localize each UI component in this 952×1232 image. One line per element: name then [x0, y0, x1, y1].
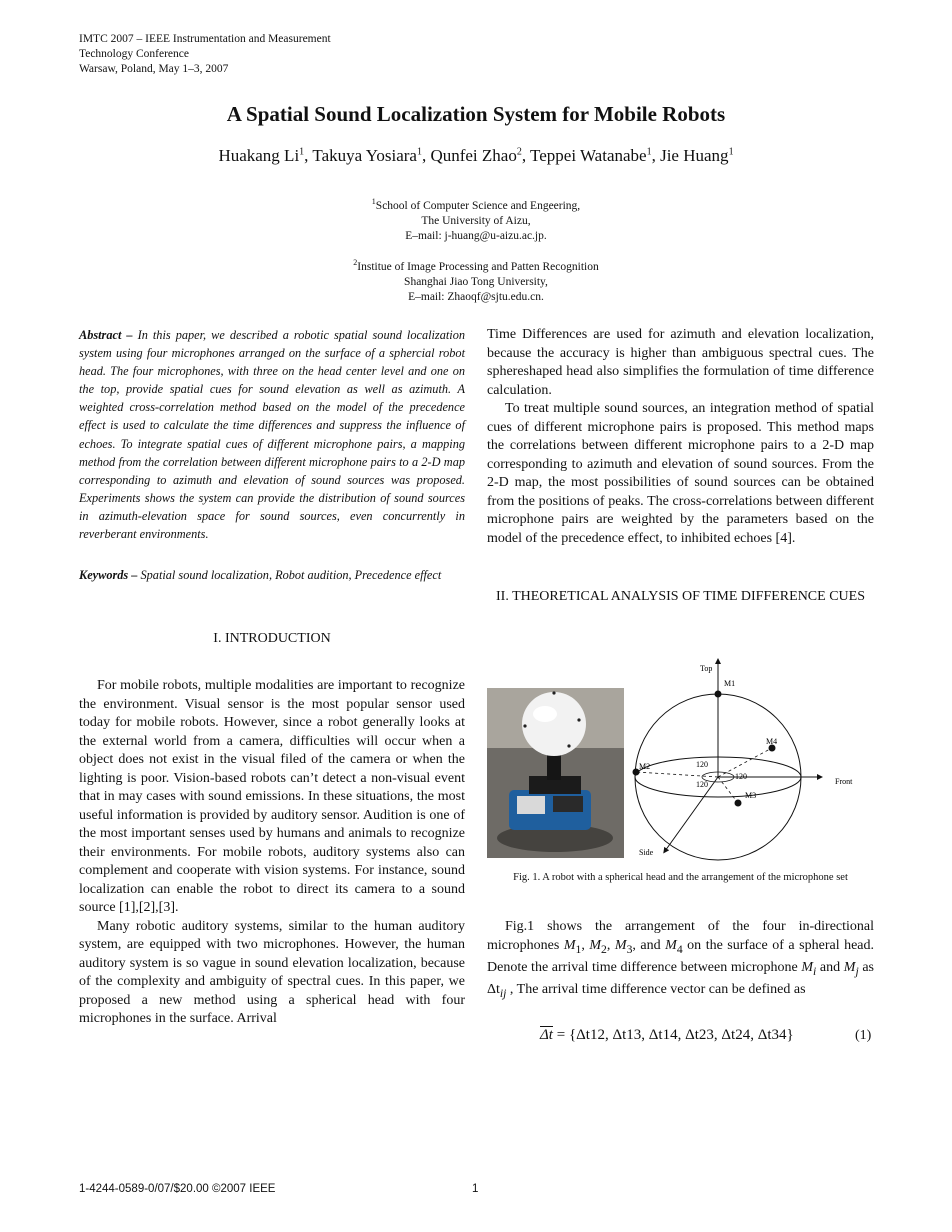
paragraph: Time Differences are used for azimuth and elevation localization, because the accuracy is higher than ambiguous spectral cues. The sphereshaped head also simplifies the formulation of time difference calculation.	[487, 327, 874, 398]
label-m1: M1	[724, 679, 736, 688]
paragraph: Fig.1 shows the arrangement of the four in-directional microphones $M_1$, $M_2$, $M_3$, and $M_4$ on the surface of a spheral head. Denote the arrival time difference between microphone $M_i$ and $M_j$ as $\Delta t_{ij}$ , The arrival time difference vector can be defined as	[487, 919, 875, 1000]
author-affiliation-mark: 1	[646, 146, 652, 158]
conference-line-3: Warsaw, Poland, May 1–3, 2007	[79, 63, 229, 75]
author-name: Teppei Watanabe	[530, 146, 647, 165]
microphone-m3-dot	[735, 800, 742, 807]
affiliation-number: 2	[353, 258, 358, 267]
author-affiliation-mark: 1	[728, 146, 734, 158]
page-number: 1	[472, 1183, 479, 1195]
symbol-mi: M	[801, 959, 814, 975]
abstract-text: In this paper, we described a robotic spatial sound localization system using four microphones arranged on the surface of a sphercial robot head. The four microphones, with three on the head center level and one on the top, provide spatial cues for sound elevation as well as azimuth. A weighted cross-correlation method based on the model of the precedence effect is used to calculate the time differences and suppress the influence of echoes. To integrate spatial cues of different microphone pairs, a mapping method from the correlation between different microphone pairs to a 2-D map corresponding to azimuth and elevation of sound sources was proposed. Experiments shows the system can provide the distribution of sound sources in azimuth-elevation space for sound sources, even concurrently in reverberant environments.	[79, 328, 466, 542]
right-column-body	[487, 326, 874, 548]
equation-lhs: $\overline{\Delta t}$	[540, 1027, 553, 1043]
equation-1	[540, 1027, 794, 1044]
author-name: Huakang Li	[218, 146, 300, 165]
author-name: Qunfei Zhao	[430, 146, 517, 165]
equation-rhs: = {Δt12, Δt13, Δt14, Δt23, Δt24, Δt34}	[556, 1027, 794, 1043]
section-heading-introduction: I. INTRODUCTION	[213, 631, 331, 646]
text-run: and	[816, 959, 844, 975]
affiliation-line: Institue of Image Processing and Patten Recognition	[357, 260, 599, 273]
copyright-footer: 1-4244-0589-0/07/$20.00 ©2007 IEEE	[79, 1183, 276, 1195]
m2-dashed	[636, 772, 718, 777]
keywords-text: Spatial sound localization, Robot audition, Precedence effect	[140, 568, 442, 582]
author-affiliation-mark: 2	[516, 146, 522, 158]
affiliation-line: School of Computer Science and Engeering,	[375, 199, 581, 212]
affiliation-1	[0, 194, 952, 244]
robot-photo	[487, 688, 624, 858]
label-m2: M2	[639, 762, 651, 771]
text-run: as	[858, 959, 874, 975]
label-angle: 120	[735, 772, 747, 781]
label-angle: 120	[696, 780, 708, 789]
introduction-body	[79, 677, 465, 1029]
affiliation-email: E–mail: Zhaoqf@sjtu.edu.cn.	[408, 290, 544, 303]
side-axis	[665, 777, 718, 851]
author-list: Huakang Li$^1$, Takuya Yosiara$^1$, Qunfei Zhao$^2$, Teppei Watanabe$^1$, Jie Huang$^1$	[218, 146, 734, 165]
text-run: , The arrival time difference vector can be defined as	[506, 982, 806, 998]
affiliation-2	[0, 255, 952, 305]
affiliation-email: E–mail: j-huang@u-aizu.ac.jp.	[405, 229, 547, 242]
paragraph: For mobile robots, multiple modalities are important to recognize the environment. Visual sensor is the most popular sensor used today for mobile robots. However, since a robot generally looks at the external world from a camera, difficulties will occur when a object does not exist in the visual filed of the camera or when the lighting is poor. Vision-based robots can’t detect a non-visual event that in may cases with sound emissions. In these situations, the most useful information is provided by auditory sensor. Audition is one of the most important senses used by humans and animals to recognize their environments. For mobile robots, auditory systems also can complement and cooperate with vision systems. For instance, sound localization can enable the robot to direct its camera to a sound source [1],[2],[3].	[79, 678, 465, 915]
paper-title: A Spatial Sound Localization System for Mobile Robots	[226, 102, 726, 126]
symbol-dt: Δt	[487, 982, 500, 998]
affiliation-line: The University of Aizu,	[421, 214, 531, 227]
keywords-label: Keywords –	[79, 568, 138, 582]
label-side: Side	[639, 848, 654, 857]
label-front: Front	[835, 777, 853, 786]
abstract	[79, 326, 465, 543]
label-top: Top	[700, 664, 713, 673]
microphone-sphere-diagram	[630, 656, 862, 864]
label-angle: 120	[696, 760, 708, 769]
conference-info	[79, 32, 331, 77]
affiliation-number: 1	[371, 197, 376, 206]
equation-number: (1)	[855, 1028, 872, 1043]
conference-line-1: IMTC 2007 – IEEE Instrumentation and Measurement	[79, 33, 331, 45]
figure-description-paragraph	[487, 918, 874, 1003]
keywords	[79, 566, 465, 584]
label-m4: M4	[766, 737, 778, 746]
symbol-m: M	[563, 937, 576, 953]
section-heading-theoretical-analysis: II. THEORETICAL ANALYSIS OF TIME DIFFERENCE CUES	[496, 589, 865, 604]
symbol-mj: M	[843, 959, 856, 975]
text-run: Fig.1 shows the arrangement of the four in-directional microphones	[487, 919, 874, 953]
figure-caption: Fig. 1. A robot with a spherical head and the arrangement of the microphone set	[513, 872, 848, 883]
author-affiliation-mark: 1	[416, 146, 422, 158]
author-name: Takuya Yosiara	[312, 146, 417, 165]
paragraph: Many robotic auditory systems, similar to the human auditory system, are equipped with two microphones. However, the human auditory system is so vague in sound elevation localization, because of the complexity and ambiguity of spectral cues. In this paper, we proposed a new method using a spherical head with four microphones in the surface. Arrival	[79, 918, 465, 1026]
affiliation-line: Shanghai Jiao Tong University,	[404, 275, 548, 288]
author-affiliation-mark: 1	[299, 146, 305, 158]
abstract-label: Abstract –	[79, 328, 133, 342]
label-m3: M3	[745, 791, 757, 800]
and-word: , and	[632, 937, 666, 953]
conference-line-2: Technology Conference	[79, 48, 189, 60]
paragraph: To treat multiple sound sources, an integration method of spatial cues of different microphone pairs is proposed. This method maps the correlations between different microphone pairs to a 2-D map corresponding to azimuth and elevation of sound sources. From the 2-D map, the most possibilities of sound sources can be obtained from the positions of peaks. The cross-correlations between different microphone pairs are weighted by the parameters based on the model of the precedence effect, to inhibited echoes [4].	[487, 401, 874, 546]
text-run: on the surface of a spheral head. Denote the arrival time difference between microphone	[487, 937, 875, 975]
author-name: Jie Huang	[660, 146, 729, 165]
microphone-m1-dot	[715, 691, 722, 698]
